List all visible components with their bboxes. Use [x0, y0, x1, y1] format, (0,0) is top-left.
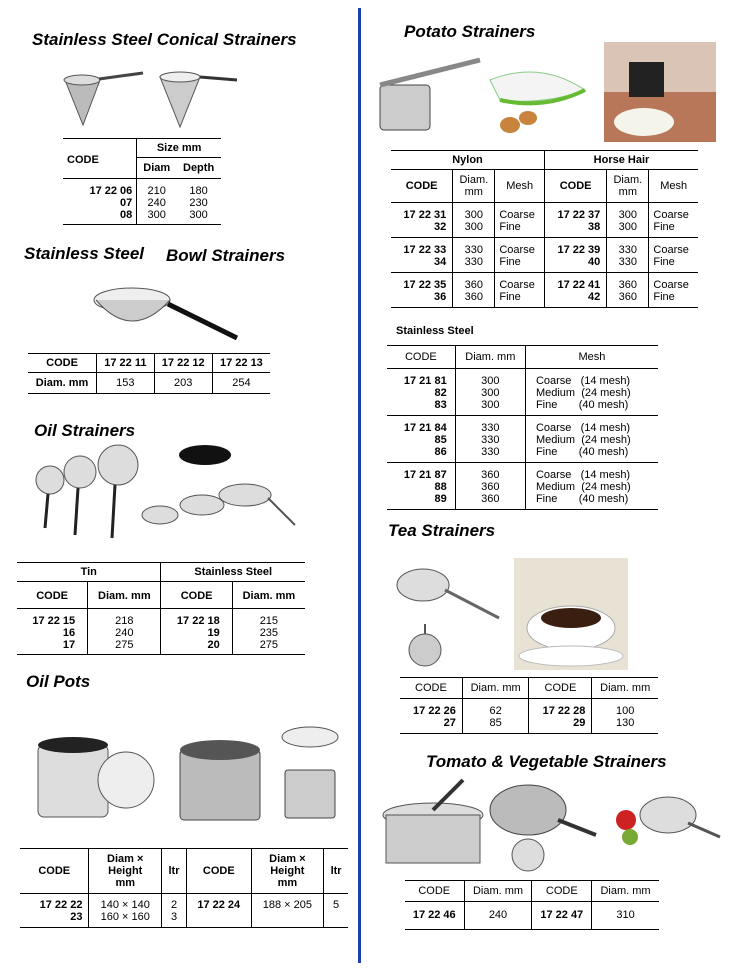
diam: 240	[147, 197, 166, 209]
mesh: Coarse Fine	[495, 238, 545, 273]
col-code: CODE	[36, 590, 68, 602]
codes: 17 22 41 42	[544, 273, 606, 308]
oil-pots-title: Oil Pots	[26, 672, 91, 691]
potato-table	[391, 150, 698, 308]
group-tin: Tin	[80, 566, 97, 578]
oil-strainer-image	[30, 420, 300, 545]
diam: 254	[212, 373, 270, 394]
stainless-label: Stainless Steel	[396, 325, 474, 337]
dims: 140 × 140 160 × 160	[89, 894, 162, 928]
mesh: Coarse Fine	[495, 273, 545, 308]
tea-strainer-photo	[514, 558, 628, 670]
tea-table	[400, 677, 658, 734]
group-stainless: Stainless Steel	[161, 563, 305, 582]
col-diam: Diam. mm	[464, 881, 532, 902]
ltr: 5	[324, 894, 348, 928]
col-ltr: ltr	[162, 849, 187, 894]
col-diam: Diam. mm	[592, 881, 659, 902]
mesh: Coarse (14 mesh) Medium (24 mesh) Fine (40 mesh)	[525, 416, 658, 463]
codes: 17 22 24	[186, 894, 251, 928]
diams: 215 235 275	[232, 609, 305, 655]
col-diam: Diam. mm	[455, 346, 525, 369]
depth: 300	[189, 209, 208, 221]
bowl-strainer-image	[92, 280, 242, 345]
potato-title: Potato Strainers	[404, 22, 536, 41]
diams: 360 360	[607, 273, 649, 308]
conical-title: Stainless Steel Conical Strainers	[32, 30, 297, 49]
oil-pots-table	[20, 848, 348, 928]
row-label: Diam. mm	[35, 377, 89, 389]
tomato-table	[405, 880, 659, 930]
code: 07	[120, 197, 133, 209]
group-horse-hair: Horse Hair	[544, 151, 698, 170]
depth: 230	[189, 197, 208, 209]
diams: 100 130	[592, 699, 658, 734]
col-depth: Depth	[183, 162, 215, 174]
codes: 17 22 22 23	[39, 899, 83, 923]
diams: 218 240 275	[88, 609, 161, 655]
diams: 62 85	[462, 699, 529, 734]
codes: 17 22 33 34	[403, 244, 447, 268]
code: 17 22 46	[412, 909, 456, 921]
diam: 310	[592, 902, 659, 930]
col-code: CODE	[529, 678, 592, 699]
col-code: CODE	[46, 357, 78, 369]
diams: 300 300	[453, 203, 495, 238]
potato-ss-table	[387, 345, 658, 510]
codes: 17 22 31 32	[403, 209, 447, 233]
code: 17 22 47	[532, 902, 592, 930]
codes: 17 22 35 36	[403, 279, 447, 303]
col-mesh: Mesh	[525, 346, 658, 369]
col-code: CODE	[405, 180, 438, 192]
codes: 17 22 18 19 20	[161, 609, 232, 655]
diam: 203	[154, 373, 212, 394]
col-ltr: ltr	[324, 849, 348, 894]
mesh: Coarse Fine	[649, 273, 698, 308]
codes: 17 21 84 85 86	[403, 422, 447, 458]
diams: 360 360 360	[455, 463, 525, 510]
codes: 17 22 37 38	[544, 203, 606, 238]
mesh: Coarse (14 mesh) Medium (24 mesh) Fine (40 mesh)	[525, 463, 658, 510]
col-code: CODE	[161, 582, 232, 609]
mesh: Coarse Fine	[649, 203, 698, 238]
col-diam: Diam. mm	[462, 678, 529, 699]
col-mesh: Mesh	[649, 170, 698, 203]
codes: 17 22 15 16 17	[32, 615, 76, 651]
diam: 300	[147, 209, 166, 221]
bowl-title-left: Stainless Steel	[24, 244, 145, 263]
tomato-title: Tomato & Vegetable Strainers	[426, 752, 667, 771]
col-code: CODE	[186, 849, 251, 894]
bowl-table	[28, 353, 270, 394]
tea-title: Tea Strainers	[388, 521, 496, 540]
diams: 330 330	[453, 238, 495, 273]
mesh: Coarse Fine	[495, 203, 545, 238]
conical-table	[63, 138, 221, 225]
codes: 17 22 26 27	[413, 705, 456, 729]
col-code: CODE	[532, 881, 592, 902]
mesh: Coarse (14 mesh) Medium (24 mesh) Fine (40 mesh)	[525, 369, 658, 416]
col-diam: Diam. mm	[592, 678, 658, 699]
depth: 180	[189, 185, 208, 197]
col-diam: Diam. mm	[607, 170, 649, 203]
mesh: Coarse Fine	[649, 238, 698, 273]
code: 08	[120, 209, 133, 221]
col-code: CODE	[415, 682, 447, 694]
tea-strainer-image	[395, 560, 505, 670]
codes: 17 21 81 82 83	[403, 375, 447, 411]
col-diam: Diam	[137, 158, 176, 179]
col-code: CODE	[38, 865, 71, 877]
codes: 17 21 87 88 89	[403, 469, 447, 505]
col-mesh: Mesh	[495, 170, 545, 203]
potato-ricer-photo	[604, 42, 716, 142]
col-diam: Diam. mm	[232, 582, 305, 609]
column-divider	[358, 8, 361, 963]
diams: 300 300 300	[455, 369, 525, 416]
ltr: 2 3	[162, 894, 187, 928]
col-code: CODE	[544, 170, 606, 203]
diam: 210	[147, 185, 166, 197]
group-nylon: Nylon	[452, 154, 483, 166]
code: 17 22 11	[97, 354, 155, 373]
conical-strainer-image	[55, 65, 245, 130]
col-code: CODE	[404, 351, 437, 363]
codes: 17 22 39 40	[544, 238, 606, 273]
dims: 188 × 205	[251, 894, 324, 928]
col-code: CODE	[67, 153, 99, 166]
col-size: Size mm	[137, 139, 221, 158]
col-dims: Diam × Height mm	[251, 849, 324, 894]
food-mill-image	[378, 775, 723, 875]
bowl-title-right: Bowl Strainers	[166, 246, 286, 265]
col-dims: Diam × Height mm	[89, 849, 162, 894]
diams: 300 300	[607, 203, 649, 238]
diam: 153	[97, 373, 155, 394]
codes: 17 22 28 29	[529, 699, 592, 734]
diams: 360 360	[453, 273, 495, 308]
diams: 330 330	[607, 238, 649, 273]
oil-strainers-title: Oil Strainers	[34, 421, 136, 440]
potato-ricer-image	[370, 40, 600, 140]
diams: 330 330 330	[455, 416, 525, 463]
oil-pot-image	[30, 725, 350, 825]
diam: 240	[464, 902, 532, 930]
col-diam: Diam. mm	[88, 582, 161, 609]
oil-strainers-table	[17, 562, 305, 655]
code: 17 22 12	[154, 354, 212, 373]
col-diam: Diam. mm	[453, 170, 495, 203]
col-code: CODE	[418, 885, 451, 897]
code: 17 22 13	[212, 354, 270, 373]
code: 17 22 06	[89, 185, 133, 197]
